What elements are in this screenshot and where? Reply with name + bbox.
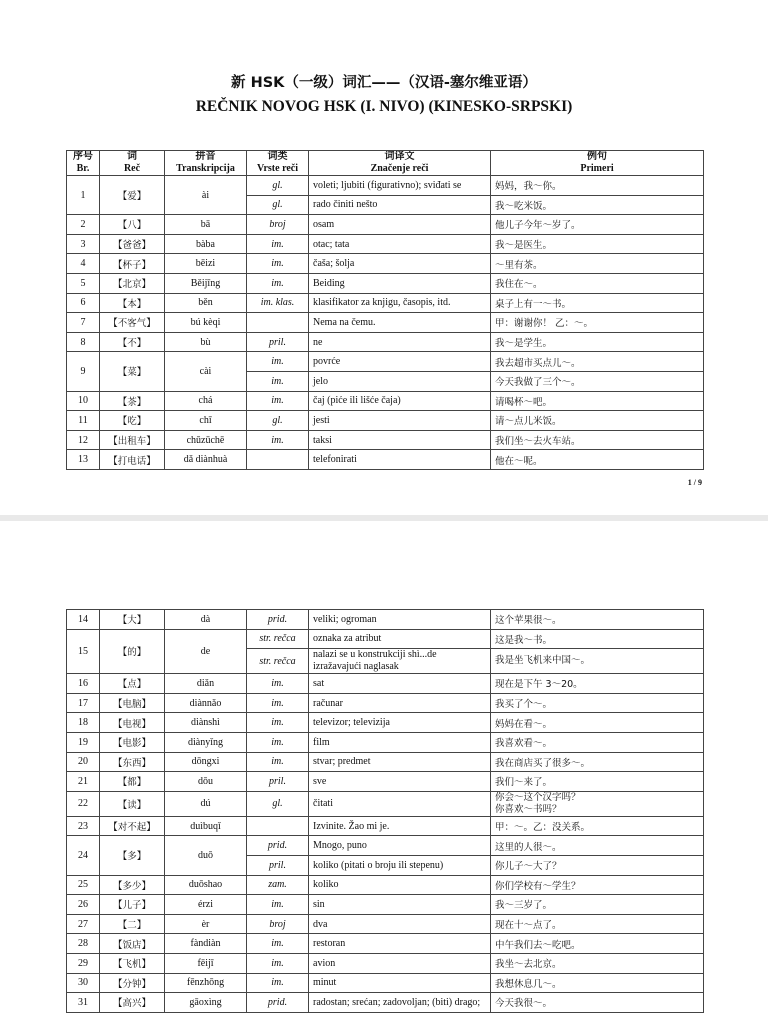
entry-meaning: dva [309,914,491,934]
entry-word-class: im. [247,391,309,411]
entry-pinyin: diànnǎo [165,693,247,713]
entry-pinyin: chūzūchē [165,430,247,450]
table-row [67,674,704,694]
entry-word: 【菜】 [100,352,165,391]
entry-word-class: pril. [247,855,309,875]
entry-word-class: im. [247,752,309,772]
entry-number: 13 [67,450,100,470]
document-title-serbian: REČNIK NOVOG HSK (I. NIVO) (KINESKO-SRPSKI) [195,98,573,115]
table-row [67,215,704,235]
entry-pinyin: bàba [165,234,247,254]
header-meaning: 词译文 Značenje reči [309,151,491,176]
entry-word-class: im. klas. [247,293,309,313]
header-example: 例句 Primeri [491,151,704,176]
entry-number: 24 [67,836,100,875]
entry-example: 我～是医生。 [491,234,704,254]
entry-pinyin: gāoxìng [165,993,247,1013]
table-row [67,895,704,915]
entry-meaning: minut [309,973,491,993]
entry-pinyin: diǎn [165,674,247,694]
header-word-class: 词类 Vrste reči [247,151,309,176]
table-row [67,816,704,836]
table-row [67,693,704,713]
entry-example: 我坐～去北京。 [491,953,704,973]
entry-number: 26 [67,895,100,915]
entry-word-class [247,816,309,836]
page-number: 1 / 9 [687,478,702,487]
table-body [67,176,704,470]
entry-pinyin: fēijī [165,953,247,973]
table-row [67,313,704,333]
entry-number: 28 [67,934,100,954]
entry-word-class: im. [247,674,309,694]
entry-word: 【多】 [100,836,165,875]
entry-word: 【爱】 [100,176,165,215]
entry-pinyin: chī [165,411,247,431]
entry-example: 桌子上有一～书。 [491,293,704,313]
document-title-chinese: 新 HSK（一级）词汇——（汉语-塞尔维亚语） [231,75,537,91]
entry-pinyin: dú [165,791,247,816]
entry-meaning: sve [309,772,491,792]
entry-meaning: telefonirati [309,450,491,470]
entry-word-class: prid. [247,836,309,856]
entry-meaning: klasifikator za knjigu, časopis, itd. [309,293,491,313]
table-row [67,610,704,630]
entry-pinyin: ài [165,176,247,215]
entry-example: 你会～这个汉字吗？ 你喜欢～书吗？ [491,791,704,816]
entry-pinyin: duìbuqǐ [165,816,247,836]
entry-meaning: otac; tata [309,234,491,254]
entry-example: 今天我很～。 [491,993,704,1013]
entry-pinyin: Běijīng [165,273,247,293]
entry-word-class: prid. [247,993,309,1013]
entry-example: 他儿子今年～岁了。 [491,215,704,235]
table-row [67,293,704,313]
entry-example: 现在十～点了。 [491,914,704,934]
entry-pinyin: érzi [165,895,247,915]
entry-word-class: str. rečca [247,629,309,649]
entry-number: 4 [67,254,100,274]
entry-word-class: zam. [247,875,309,895]
entry-meaning: voleti; ljubiti (figurativno); sviđati se [309,176,491,196]
entry-word: 【对不起】 [100,816,165,836]
entry-word: 【北京】 [100,273,165,293]
entry-word-class: im. [247,273,309,293]
vocabulary-table-page-2 [66,609,704,1013]
entry-word-class: broj [247,914,309,934]
entry-word: 【电脑】 [100,693,165,713]
entry-word-class: im. [247,254,309,274]
entry-pinyin: duō [165,836,247,875]
entry-example: 我～三岁了。 [491,895,704,915]
entry-example: 我想休息几～。 [491,973,704,993]
table-row [67,953,704,973]
entry-example: 我在商店买了很多～。 [491,752,704,772]
entry-number: 8 [67,332,100,352]
table-row [67,732,704,752]
entry-meaning: veliki; ogroman [309,610,491,630]
entry-pinyin: bā [165,215,247,235]
entry-meaning: koliko [309,875,491,895]
entry-word: 【高兴】 [100,993,165,1013]
entry-word: 【读】 [100,791,165,816]
entry-pinyin: èr [165,914,247,934]
entry-word-class: pril. [247,332,309,352]
table-row [67,430,704,450]
entry-example: 请喝杯～吧。 [491,391,704,411]
entry-meaning: oznaka za atribut [309,629,491,649]
entry-word: 【爸爸】 [100,234,165,254]
entry-example: 甲：～。乙：没关系。 [491,816,704,836]
entry-meaning: povrće [309,352,491,372]
entry-number: 5 [67,273,100,293]
entry-meaning: ne [309,332,491,352]
table-row [67,332,704,352]
entry-word: 【不】 [100,332,165,352]
table-row [67,234,704,254]
table-header-row [67,151,704,176]
table-row [67,411,704,431]
table-row [67,391,704,411]
entry-word: 【电影】 [100,732,165,752]
entry-meaning: Izvinite. Žao mi je. [309,816,491,836]
entry-word: 【不客气】 [100,313,165,333]
table-body [67,610,704,1013]
entry-meaning: film [309,732,491,752]
entry-word: 【多少】 [100,875,165,895]
entry-example: 甲：谢谢你！ 乙：～。 [491,313,704,333]
entry-number: 27 [67,914,100,934]
entry-number: 29 [67,953,100,973]
table-row [67,176,704,196]
entry-word-class: im. [247,895,309,915]
entry-pinyin: dà [165,610,247,630]
table-row [67,973,704,993]
entry-meaning: Mnogo, puno [309,836,491,856]
entry-meaning: avion [309,953,491,973]
entry-pinyin: bù [165,332,247,352]
entry-number: 17 [67,693,100,713]
entry-number: 23 [67,816,100,836]
entry-meaning: stvar; predmet [309,752,491,772]
entry-example: 他在～呢。 [491,450,704,470]
document-page-2 [0,521,768,1024]
entry-word-class: im. [247,953,309,973]
entry-meaning: radostan; srećan; zadovoljan; (biti) drago; [309,993,491,1013]
entry-word: 【的】 [100,629,165,674]
table-row [67,934,704,954]
entry-number: 20 [67,752,100,772]
entry-meaning: čitati [309,791,491,816]
entry-pinyin: dōngxi [165,752,247,772]
entry-meaning: osam [309,215,491,235]
table-row [67,629,704,649]
entry-word-class: im. [247,732,309,752]
entry-word-class: im. [247,371,309,391]
entry-word: 【东西】 [100,752,165,772]
entry-pinyin: cài [165,352,247,391]
entry-example: 我是坐飞机来中国～。 [491,649,704,674]
entry-number: 15 [67,629,100,674]
entry-number: 31 [67,993,100,1013]
entry-meaning: sin [309,895,491,915]
entry-word: 【大】 [100,610,165,630]
entry-word-class: gl. [247,195,309,215]
entry-number: 11 [67,411,100,431]
entry-number: 22 [67,791,100,816]
entry-pinyin: dōu [165,772,247,792]
entry-number: 14 [67,610,100,630]
entry-meaning: jesti [309,411,491,431]
entry-example: 我住在～。 [491,273,704,293]
entry-number: 16 [67,674,100,694]
table-row [67,791,704,816]
entry-word: 【飞机】 [100,953,165,973]
table-row [67,772,704,792]
entry-example: 你儿子～大了？ [491,855,704,875]
entry-example: 这里的人很～。 [491,836,704,856]
entry-number: 9 [67,352,100,391]
header-pinyin: 拼音 Transkripcija [165,151,247,176]
entry-meaning: restoran [309,934,491,954]
entry-example: 这是我～书。 [491,629,704,649]
entry-example: 我喜欢看～。 [491,732,704,752]
table-row [67,875,704,895]
entry-meaning: sat [309,674,491,694]
entry-word-class: gl. [247,411,309,431]
entry-example: 请～点儿米饭。 [491,411,704,431]
entry-meaning: rado činiti nešto [309,195,491,215]
entry-example: 我～吃米饭。 [491,195,704,215]
entry-example: 我～是学生。 [491,332,704,352]
entry-example: ～里有茶。 [491,254,704,274]
entry-number: 2 [67,215,100,235]
entry-word: 【电视】 [100,713,165,733]
entry-word-class: gl. [247,176,309,196]
entry-word-class: im. [247,352,309,372]
entry-word: 【打电话】 [100,450,165,470]
vocabulary-table-page-1 [66,150,704,470]
table-row [67,993,704,1013]
entry-number: 10 [67,391,100,411]
entry-example: 妈妈，我～你。 [491,176,704,196]
entry-word-class [247,450,309,470]
entry-meaning: koliko (pitati o broju ili stepenu) [309,855,491,875]
entry-word: 【二】 [100,914,165,934]
entry-pinyin: fēnzhōng [165,973,247,993]
table-row [67,273,704,293]
entry-meaning: nalazi se u konstrukciji shì...de izražavajući naglasak [309,649,491,674]
entry-pinyin: běn [165,293,247,313]
entry-word-class: gl. [247,791,309,816]
entry-meaning: čaj (piće ili lišće čaja) [309,391,491,411]
entry-word-class: im. [247,693,309,713]
entry-word: 【儿子】 [100,895,165,915]
table-row [67,254,704,274]
entry-example: 我去超市买点儿～。 [491,352,704,372]
table-row [67,914,704,934]
entry-number: 25 [67,875,100,895]
entry-example: 你们学校有～学生？ [491,875,704,895]
entry-word-class: im. [247,234,309,254]
entry-word-class: pril. [247,772,309,792]
entry-example: 我买了个～。 [491,693,704,713]
table-row [67,836,704,856]
table-row [67,713,704,733]
entry-pinyin: dǎ diànhuà [165,450,247,470]
entry-word-class: prid. [247,610,309,630]
entry-word: 【本】 [100,293,165,313]
entry-number: 18 [67,713,100,733]
entry-word: 【吃】 [100,411,165,431]
entry-pinyin: bú kèqi [165,313,247,333]
entry-word-class: im. [247,973,309,993]
entry-number: 3 [67,234,100,254]
entry-pinyin: fàndiàn [165,934,247,954]
entry-number: 30 [67,973,100,993]
entry-example: 我们～来了。 [491,772,704,792]
table-row [67,450,704,470]
entry-word-class [247,313,309,333]
entry-pinyin: de [165,629,247,674]
entry-number: 19 [67,732,100,752]
entry-word-class: im. [247,713,309,733]
entry-pinyin: diànshì [165,713,247,733]
entry-pinyin: chá [165,391,247,411]
entry-meaning: čaša; šolja [309,254,491,274]
entry-number: 1 [67,176,100,215]
entry-pinyin: diànyǐng [165,732,247,752]
entry-pinyin: duōshao [165,875,247,895]
entry-meaning: Beiding [309,273,491,293]
entry-word: 【茶】 [100,391,165,411]
header-word: 词 Reč [100,151,165,176]
entry-example: 今天我做了三个～。 [491,371,704,391]
entry-number: 21 [67,772,100,792]
entry-word: 【都】 [100,772,165,792]
entry-pinyin: bēizi [165,254,247,274]
entry-word-class: str. rečca [247,649,309,674]
entry-example: 中午我们去～吃吧。 [491,934,704,954]
entry-word: 【点】 [100,674,165,694]
entry-number: 7 [67,313,100,333]
entry-word-class: broj [247,215,309,235]
entry-word-class: im. [247,934,309,954]
entry-word: 【饭店】 [100,934,165,954]
entry-meaning: računar [309,693,491,713]
entry-example: 现在是下午 3～20。 [491,674,704,694]
entry-example: 这个苹果很～。 [491,610,704,630]
table-row [67,352,704,372]
entry-meaning: jelo [309,371,491,391]
entry-word: 【出租车】 [100,430,165,450]
entry-number: 6 [67,293,100,313]
entry-word: 【八】 [100,215,165,235]
table-row [67,752,704,772]
entry-meaning: taksi [309,430,491,450]
entry-example: 妈妈在看～。 [491,713,704,733]
entry-word-class: im. [247,430,309,450]
header-number: 序号 Br. [67,151,100,176]
entry-example: 我们坐～去火车站。 [491,430,704,450]
entry-word: 【杯子】 [100,254,165,274]
entry-number: 12 [67,430,100,450]
entry-meaning: Nema na čemu. [309,313,491,333]
entry-meaning: televizor; televizija [309,713,491,733]
entry-word: 【分钟】 [100,973,165,993]
